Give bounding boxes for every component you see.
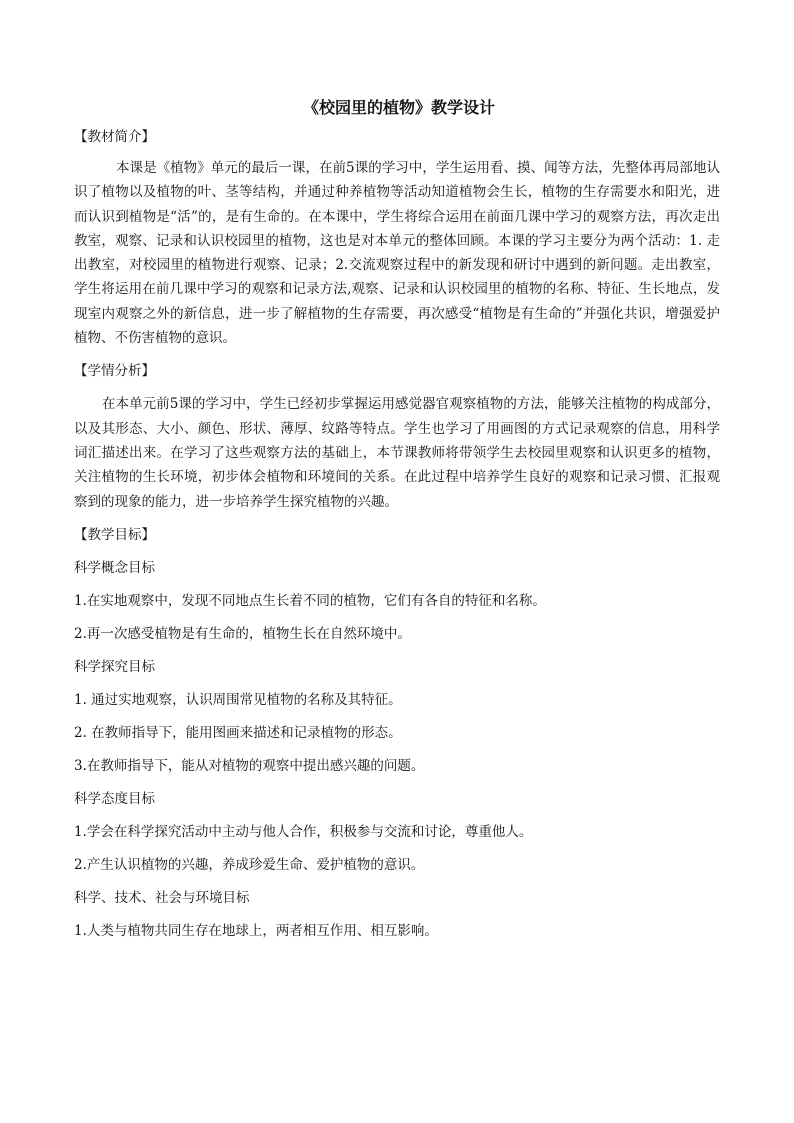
- section-heading-intro: 【教材简介】: [74, 129, 155, 145]
- goal-item: 1.在实地观察中，发现不同地点生长着不同的植物，它们有各自的特征和名称。: [74, 592, 546, 609]
- goal-group-title-concept: 科学概念目标: [74, 559, 155, 576]
- goal-item: 3.在教师指导下，能从对植物的观察中提出感兴趣的问题。: [74, 757, 425, 774]
- intro-paragraph: 本课是《植物》单元的最后一课，在前5课的学习中，学生运用看、摸、闻等方法，先整体再局部地认识了植物以及植物的叶、茎等结构，并通过种养植物等活动知道植物会生长，植物的生存需要水和阳光，进而认识到植物是“活”的，是有生命的。在本课中，学生将综合运用在前面几课中学习的观察方法，再次走出教室，观察、记录和认识校园里的植物，这也是对本单元的整体回顾。本课的学习主要分为两个活动：1. 走出教室，对校园里的植物进行观察、记录；2.交流观察过程中的新发现和研讨中遇到的新问题。走出教室，学生将运用在前几课中学习的观察和记录方法,观察、记录和认识校园里的植物的名称、特征、生长地点，发现室内观察之外的新信息，进一步了解植物的生存需要，再次感受“植物是有生命的”并强化共识，增强爱护植物、不伤害植物的意识。: [74, 160, 720, 347]
- spacer: [74, 514, 720, 524]
- goal-item: 2.再一次感受植物是有生命的，植物生长在自然环境中。: [74, 625, 411, 642]
- goal-item: 1.学会在科学探究活动中主动与他人合作，积极参与交流和讨论，尊重他人。: [74, 823, 533, 840]
- section-heading-goals: 【教学目标】: [74, 526, 155, 543]
- goal-item: 1. 通过实地观察，认识周围常见植物的名称及其特征。: [74, 691, 402, 708]
- goal-group-title-attitude: 科学态度目标: [74, 790, 155, 807]
- spacer: [74, 350, 720, 360]
- section-heading-analysis: 【学情分析】: [74, 363, 155, 380]
- document-title: 《校园里的植物》教学设计: [302, 98, 495, 117]
- goal-item: 2.产生认识植物的兴趣，养成珍爱生命、爱护植物的意识。: [74, 856, 425, 873]
- goal-group-title-stse: 科学、技术、社会与环境目标: [74, 889, 250, 906]
- goal-item: 2. 在教师指导下，能用图画来描述和记录植物的形态。: [74, 724, 402, 741]
- analysis-paragraph: 在本单元前5课的学习中，学生已经初步掌握运用感觉器官观察植物的方法，能够关注植物的构成部分，以及其形态、大小、颜色、形状、薄厚、纹路等特点。学生也学习了用画图的方式记录观察的信息，用科学词汇描述出来。在学习了这些观察方法的基础上，本节课教师将带领学生去校园里观察和认识更多的植物，关注植物的生长环境，初步体会植物和环境间的关系。在此过程中培养学生良好的观察和记录习惯、汇报观察到的现象的能力，进一步培养学生探究植物的兴趣。: [74, 396, 720, 510]
- goal-item: 1.人类与植物共同生存在地球上，两者相互作用、相互影响。: [74, 922, 438, 939]
- document-page: [74, 96, 720, 942]
- goal-group-title-inquiry: 科学探究目标: [74, 658, 155, 675]
